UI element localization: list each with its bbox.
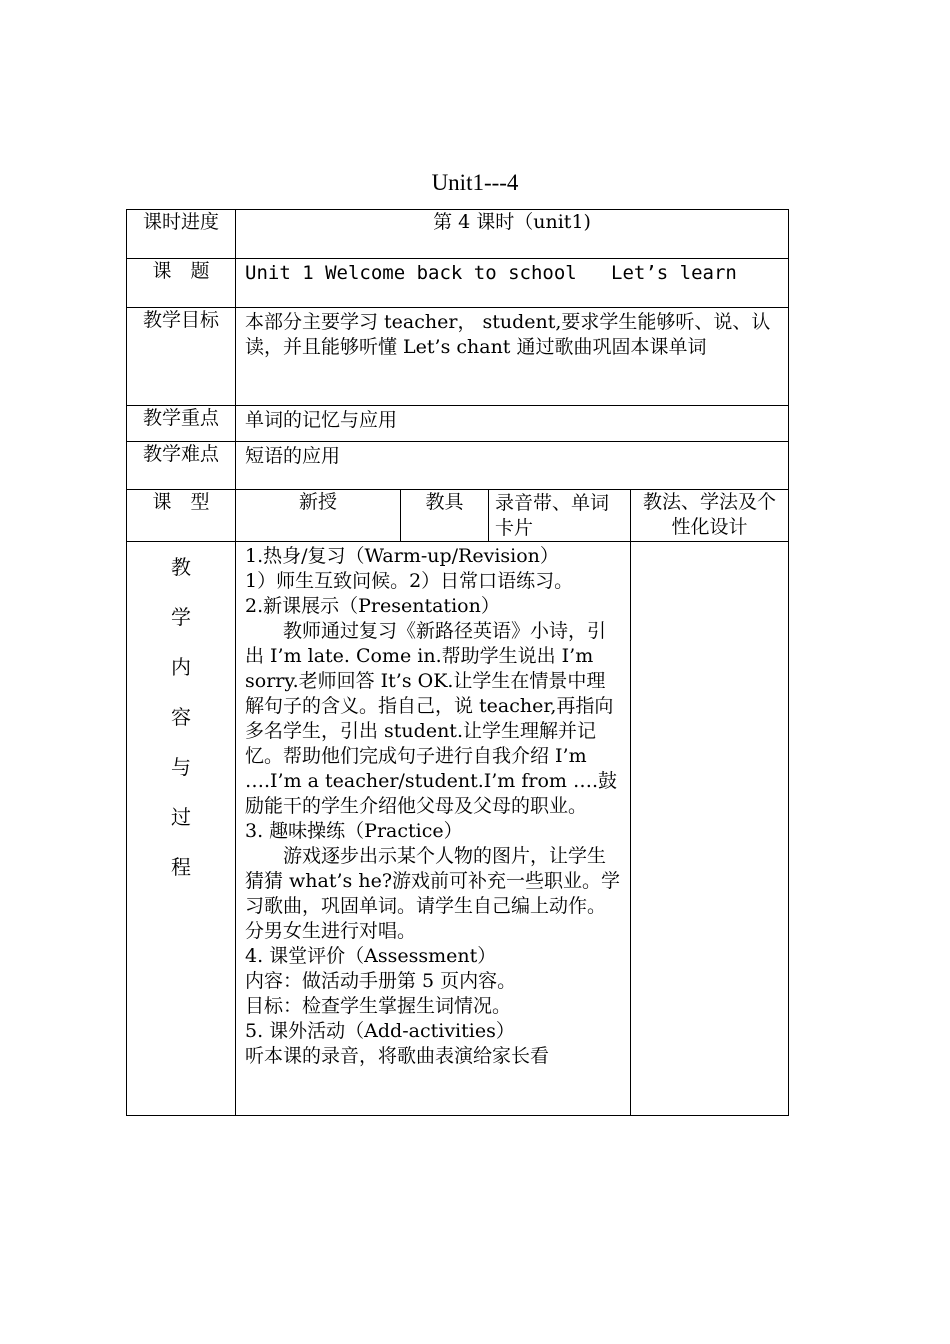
row-topic	[127, 259, 789, 308]
row-type	[127, 490, 789, 542]
process-line: 4. 课堂评价（Assessment）	[245, 945, 497, 967]
key-value: 单词的记忆与应用	[245, 409, 398, 431]
process-label-char: 程	[171, 855, 191, 879]
process-line: 听本课的录音，将歌曲表演给家长看	[245, 1045, 550, 1067]
progress-label: 课时进度	[127, 210, 236, 259]
design-label-text: 教法、学法及个性化设计	[643, 491, 777, 538]
type-value: 新授	[236, 490, 401, 542]
process-line: 2.新课展示（Presentation）	[245, 595, 500, 617]
key-cell	[236, 406, 789, 442]
topic-value: Unit 1 Welcome back to school Let’s learn	[245, 262, 737, 284]
key-label: 教学重点	[127, 406, 236, 442]
topic-label: 课 题	[127, 259, 236, 308]
process-content	[236, 542, 631, 1116]
goal-value: 本部分主要学习 teacher， student,要求学生能够听、说、认读，并且能够听懂 Let’s chant 通过歌曲巩固本课单词	[245, 311, 771, 358]
process-label-char: 过	[171, 805, 191, 829]
process-line: 1.热身/复习（Warm-up/Revision）	[245, 545, 559, 567]
process-label-char: 容	[171, 705, 191, 729]
process-text	[236, 542, 630, 1069]
lesson-plan-table	[126, 209, 789, 1116]
aids-label: 教具	[401, 490, 489, 542]
difficulty-label: 教学难点	[127, 442, 236, 490]
process-line: 3. 趣味操练（Practice）	[245, 820, 463, 842]
design-label	[631, 490, 789, 542]
goal-cell	[236, 308, 789, 406]
process-label-char: 内	[171, 655, 191, 679]
aids-value: 录音带、单词卡片	[495, 491, 610, 539]
row-process	[127, 542, 789, 1116]
process-label-char: 学	[171, 605, 191, 629]
row-goal	[127, 308, 789, 406]
row-difficulty	[127, 442, 789, 490]
process-paragraph: 教师通过复习《新路径英语》小诗，引出 I’m late. Come in.帮助学生说出 I’m sorry.老师回答 It’s OK.让学生在情景中理解句子的含义。指自己，说 teacher,再指向多名学生，引出 student.让学生理解并记忆。帮助他们完成句子进行自我介绍 I’m ….I’m a teacher/student.I’m from ….鼓励能干的学生介绍他父母及父母的职业。	[245, 620, 618, 817]
difficulty-value: 短语的应用	[245, 445, 341, 467]
process-line: 内容：做活动手册第 5 页内容。	[245, 970, 517, 992]
process-line: 1）师生互致问候。2）日常口语练习。	[245, 570, 574, 592]
topic-cell	[236, 259, 789, 308]
process-line: 目标：检查学生掌握生词情况。	[245, 995, 512, 1017]
difficulty-cell	[236, 442, 789, 490]
process-label-char: 与	[171, 755, 191, 779]
process-label	[127, 542, 236, 1116]
progress-value: 第 4 课时（unit1)	[236, 210, 789, 259]
row-key	[127, 406, 789, 442]
process-paragraph: 游戏逐步出示某个人物的图片，让学生猜猜 what’s he?游戏前可补充一些职业。学习歌曲，巩固单词。请学生自己编上动作。分男女生进行对唱。	[245, 845, 621, 942]
document-title: Unit1---4	[431, 170, 519, 195]
process-label-char: 教	[171, 555, 191, 579]
process-line: 5. 课外活动（Add-activities）	[245, 1020, 515, 1042]
design-notes-cell	[631, 542, 789, 1116]
type-label: 课 型	[127, 490, 236, 542]
goal-label: 教学目标	[127, 308, 236, 406]
aids-cell	[489, 490, 631, 542]
row-progress	[127, 210, 789, 259]
